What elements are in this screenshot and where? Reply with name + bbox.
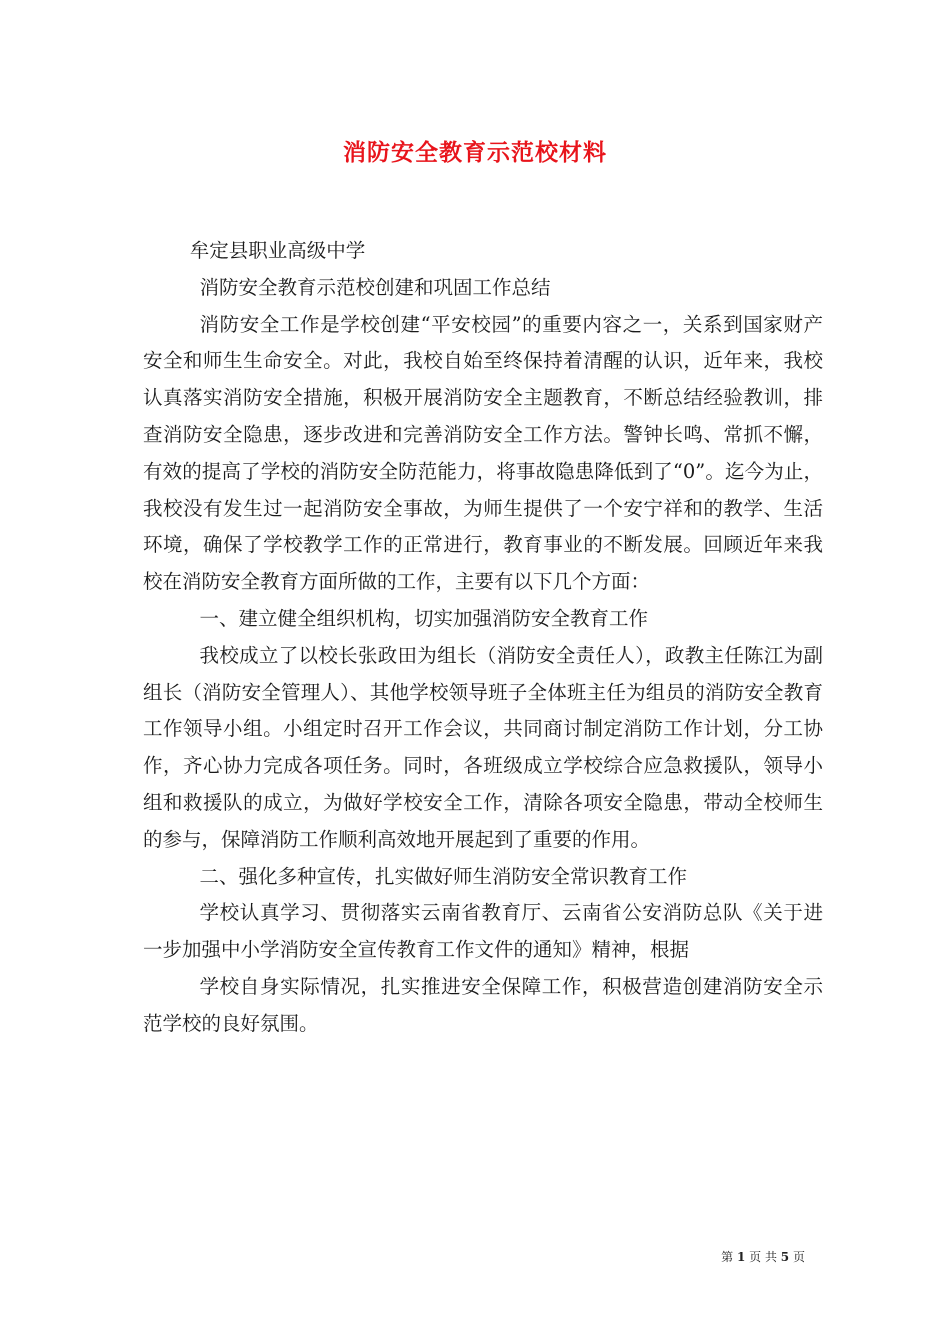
footer-prefix: 第	[721, 1250, 734, 1264]
footer-total-pages: 5	[780, 1250, 790, 1264]
paragraph-section-2a: 学校认真学习、贯彻落实云南省教育厅、云南省公安消防总队《关于进一步加强中小学消防安全宣传教育工作文件的通知》精神，根据	[143, 901, 823, 962]
paragraph-section-2b: 学校自身实际情况，扎实推进安全保障工作，积极营造创建消防安全示范学校的良好氛围。	[143, 974, 823, 1035]
section-heading-2: 二、强化多种宣传，扎实做好师生消防安全常识教育工作	[199, 864, 688, 888]
paragraph-section-1: 我校成立了以校长张政田为组长（消防安全责任人），政教主任陈江为副组长（消防安全管理人）、其他学校领导班子全体班主任为组员的消防安全教育工作领导小组。小组定时召开工作会议，共同商讨制定消防工作计划，分工协作，齐心协力完成各项任务。同时，各班级成立学校综合应急救援队，领导小组和救援队的成立，为做好学校安全工作，清除各项安全隐患，带动全校师生的参与，保障消防工作顺利高效地开展起到了重要的作用。	[143, 643, 823, 851]
footer-middle: 页 共	[749, 1250, 777, 1264]
document-subtitle: 消防安全教育示范校创建和巩固工作总结	[199, 275, 551, 299]
paragraph-intro: 消防安全工作是学校创建“平安校园”的重要内容之一，关系到国家财产安全和师生生命安全。对此，我校自始至终保持着清醒的认识，近年来，我校认真落实消防安全措施，积极开展消防安全主题教育，不断总结经验教训，排查消防安全隐患，逐步改进和完善消防安全工作方法。警钟长鸣、常抓不懈，有效的提高了学校的消防安全防范能力，将事故隐患降低到了“0”。迄今为止，我校没有发生过一起消防安全事故，为师生提供了一个安宁祥和的教学、生活环境，确保了学校教学工作的正常进行，教育事业的不断发展。回顾近年来我校在消防安全教育方面所做的工作，主要有以下几个方面：	[143, 312, 823, 594]
document-title: 消防安全教育示范校材料	[343, 139, 607, 166]
document-body	[143, 233, 823, 1043]
footer-current-page: 1	[736, 1250, 746, 1264]
school-name: 牟定县职业高级中学	[189, 239, 366, 262]
page-number-footer	[721, 1248, 805, 1265]
footer-suffix: 页	[792, 1250, 805, 1264]
section-heading-1: 一、建立健全组织机构，切实加强消防安全教育工作	[199, 606, 649, 630]
